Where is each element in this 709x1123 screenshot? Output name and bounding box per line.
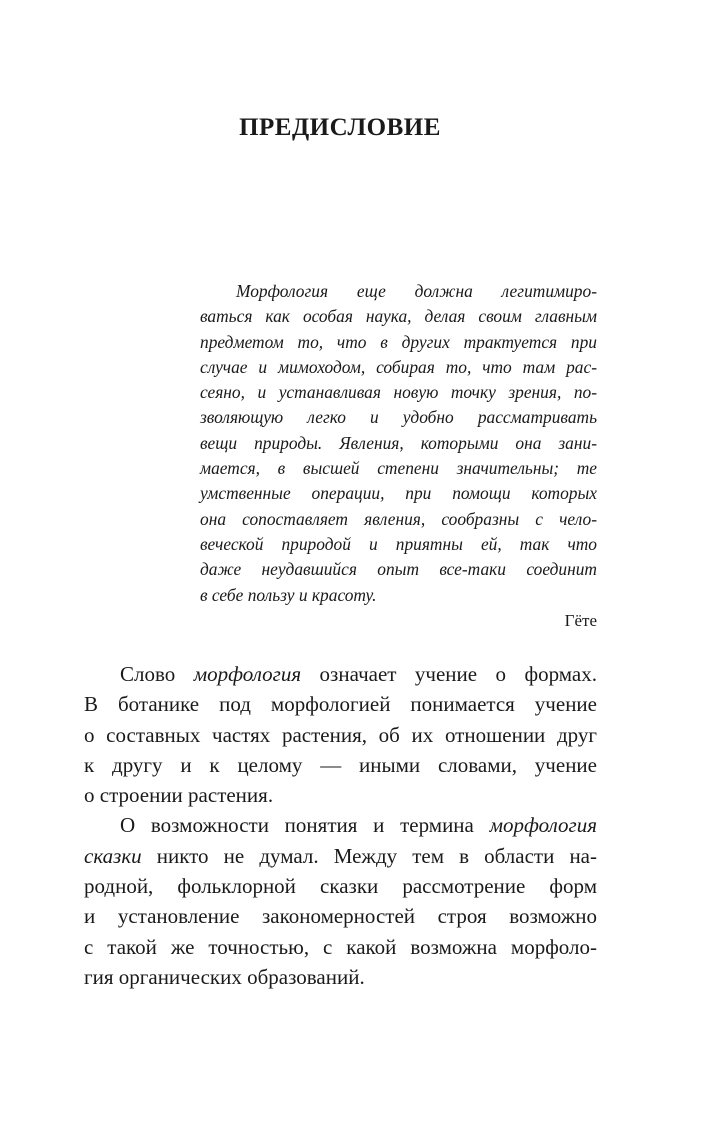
epigraph-line: умственные операции, при помощи которых xyxy=(200,483,597,504)
paragraph-line: о составных частях растения, об их отношении друг xyxy=(84,722,597,747)
italic-term: сказки xyxy=(84,843,142,868)
paragraph-line xyxy=(84,659,597,689)
text-run: означает учение о формах. xyxy=(301,662,597,686)
epigraph-line: даже неудавшийся опыт все-таки соединит xyxy=(200,559,597,580)
epigraph-line: в себе пользу и красоту. xyxy=(200,584,377,605)
paragraph-line xyxy=(84,810,597,840)
italic-term: морфология xyxy=(489,813,597,838)
epigraph-line: ваться как особая наука, делая своим главным xyxy=(200,306,597,327)
text-run: О возможности понятия и термина xyxy=(120,813,490,838)
epigraph-line: предметом то, что в других трактуется при xyxy=(200,331,597,352)
paragraph-line: гия органических образований. xyxy=(84,964,365,989)
text-run: никто не думал. Между тем в области на- xyxy=(141,843,597,868)
text-run: Слово xyxy=(120,662,194,686)
paragraph-line: с такой же точностью, с какой возможна морфоло- xyxy=(84,934,597,959)
epigraph xyxy=(200,279,597,608)
paragraph-line: о строении растения. xyxy=(84,783,274,808)
italic-term: морфология xyxy=(193,662,302,686)
paragraph-line: и установление закономерностей строя возможно xyxy=(84,904,597,929)
paragraph-line: родной, фольклорной сказки рассмотрение форм xyxy=(84,874,597,899)
epigraph-line: зволяющую легко и удобно рассматривать xyxy=(200,407,597,428)
epigraph-line: случае и мимоходом, собирая то, что там рас- xyxy=(200,356,597,377)
paragraph-line xyxy=(84,841,597,871)
epigraph-line: Морфология еще должна легитимиро- xyxy=(236,281,597,301)
paragraph-line: к другу и к целому — иными словами, учение xyxy=(84,752,597,777)
body-text xyxy=(84,659,597,992)
epigraph-line: вещи природы. Явления, которыми она зани- xyxy=(200,432,597,453)
epigraph-attribution: Гёте xyxy=(564,611,597,630)
page-title: ПРЕДИСЛОВИЕ xyxy=(239,114,441,141)
epigraph-line: она сопоставляет явления, сообразны с чело- xyxy=(200,508,597,529)
paragraph-line: В ботанике под морфологией понимается учение xyxy=(84,692,597,717)
epigraph-line: сеяно, и устанавливая новую точку зрения, по- xyxy=(200,382,597,403)
epigraph-line: веческой природой и приятны ей, так что xyxy=(200,533,597,554)
epigraph-line: мается, в высшей степени значительны; те xyxy=(200,458,597,479)
